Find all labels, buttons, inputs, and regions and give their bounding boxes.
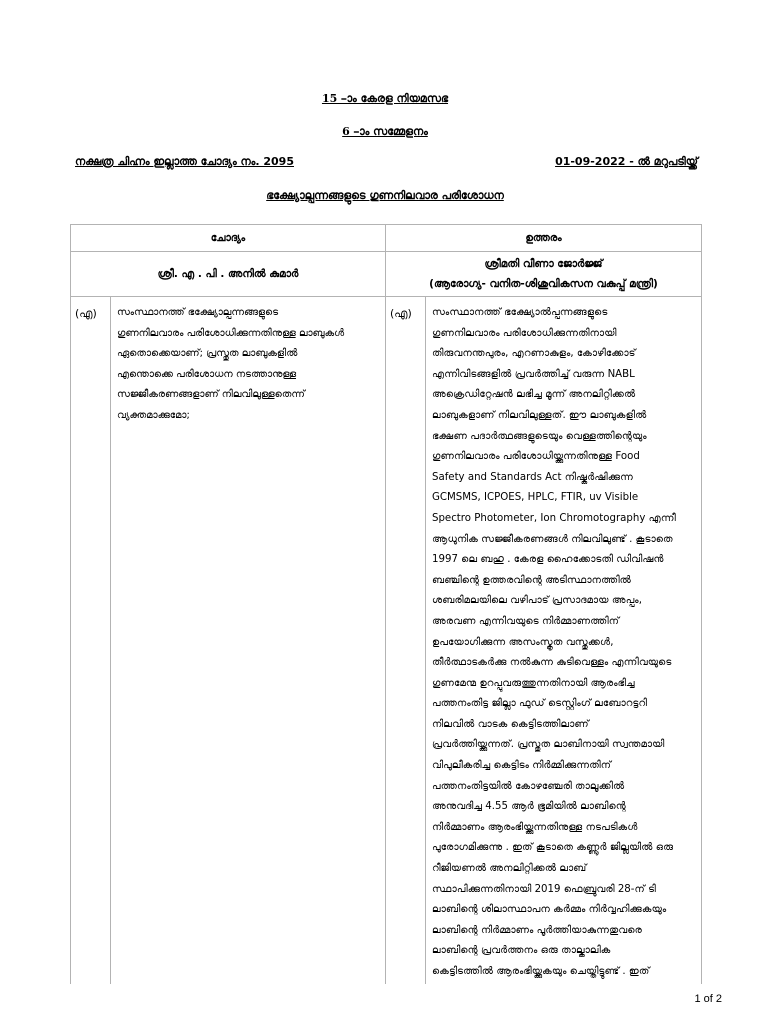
answer-line: നിർമ്മാണം ആരംഭിയ്ക്കുന്നതിനുള്ള നടപടികൾ: [432, 821, 638, 833]
question-line: എന്തൊക്കെ പരിശോധന നടത്താനുള്ള: [117, 368, 297, 380]
answer-text: [426, 297, 701, 983]
question-line: സജ്ജീകരണങ്ങളാണ് നിലവിലുള്ളതെന്ന്: [117, 389, 305, 401]
qa-row-a: [70, 296, 702, 984]
answer-line: ഗുണനിലവാരം പരിശോധിയ്ക്കുന്നതിനുള്ള Food: [432, 451, 640, 463]
question-marker: (എ): [75, 307, 97, 320]
qa-table: [70, 224, 702, 984]
question-text-cell: [110, 296, 385, 984]
answer-line: പത്തനംതിട്ടയിൽ കോഴഞ്ചേരി താലൂക്കിൽ: [432, 780, 625, 792]
page-number: 1 of 2: [694, 993, 722, 1005]
answer-text-cell: [425, 296, 702, 984]
answer-line: ഉപയോഗിക്കുന്ന അസംസ്കൃത വസ്തുക്കൾ,: [432, 636, 614, 648]
answer-line: ലാബിന്റെ നിർമ്മാണം പൂർത്തിയാകുന്നതുവരെ: [432, 924, 642, 936]
subject-heading: ഭക്ഷ്യോല്പന്നങ്ങളുടെ ഗുണനിലവാര പരിശോധന: [266, 189, 504, 202]
answer-line: അക്രെഡിറ്റേഷൻ ലഭിച്ച മൂന്ന് അനലിറ്റിക്കൽ: [432, 389, 636, 401]
answer-line: Safety and Standards Act നിഷ്കർഷിക്കുന്ന: [432, 471, 633, 483]
answer-line: ബഞ്ചിന്റെ ഉത്തരവിന്റെ അടിസ്ഥാനത്തിൽ: [432, 574, 632, 586]
answer-line: പ്രവർത്തിയ്ക്കുന്നത്. പ്രസ്തുത ലാബിനായി സ്വന്തമായി: [432, 739, 665, 751]
question-line: സംസ്ഥാനത്ത് ഭക്ഷ്യോല്പന്നങ്ങളുടെ: [117, 307, 279, 318]
question-line: വ്യക്തമാക്കുമോ;: [117, 409, 190, 421]
answer-line: അരവണ എന്നിവയുടെ നിർമ്മാണത്തിന്: [432, 615, 620, 627]
answer-line: തിരുവനന്തപുരം, എറണാകുളം, കോഴിക്കോട്: [432, 348, 636, 360]
question-line: ഗുണനിലവാരം പരിശോധിക്കുന്നതിനുള്ള ലാബുകൾ: [117, 327, 345, 339]
answer-line: ഗുണമേന്മ ഉറപ്പുവരുത്തുന്നതിനായി ആരംഭിച്ച: [432, 677, 635, 689]
answer-line: കെട്ടിടത്തിൽ ആരംഭിയ്ക്കുകയും ചെയ്തിട്ടുണ്ട് . ഇത്: [432, 966, 650, 977]
question-column-heading: ചോദ്യം: [70, 224, 385, 251]
answer-line: ഭക്ഷണ പദാർത്ഥങ്ങളുടെയും വെള്ളത്തിന്റെയും: [432, 430, 647, 442]
answer-line: എന്നിവിടങ്ങളിൽ പ്രവർത്തിച്ച് വരുന്ന NABL: [432, 368, 635, 380]
answer-line: പത്തനംതിട്ട ജില്ലാ ഫുഡ് ടെസ്റ്റിംഗ് ലബോറട്ടറി: [432, 698, 648, 710]
answer-line: ലാബിന്റെ പ്രവർത്തനം ഒരു താല്കാലിക: [432, 945, 611, 957]
assembly-heading: 15 –ാം കേരള നിയമസഭ: [321, 92, 449, 105]
question-line: ഏതൊക്കെയാണ്; പ്രസ്തുത ലാബുകളിൽ: [117, 348, 298, 360]
answer-line: ആധുനിക സജ്ജീകരണങ്ങൾ നിലവിലുണ്ട് . കൂടാതെ: [432, 533, 673, 545]
answer-line: പുരോഗമിക്കുന്നു . ഇത് കൂടാതെ കണ്ണൂർ ജില്ലയിൽ ഒരു: [432, 842, 674, 854]
answer-line: Spectro Photometer, Ion Chromotography എന്നീ: [432, 512, 676, 524]
answer-marker-cell: [385, 296, 425, 984]
answer-marker: (എ): [390, 307, 412, 320]
answer-line: 1997 ലെ ബഹു . കേരള ഹൈക്കോടതി ഡിവിഷൻ: [432, 554, 664, 566]
answer-date: 01-09-2022 - ൽ മറുപടിയ്ക്ക്: [555, 155, 698, 168]
answer-line: സ്ഥാപിക്കുന്നതിനായി 2019 ഫെബ്രുവരി 28-ന് ടി: [432, 883, 656, 895]
questioner-name: ശ്രീ. എ . പി . അനിൽ കുമാർ: [70, 251, 385, 296]
answer-line: ലാബുകളാണ് നിലവിലുള്ളത്. ഈ ലാബുകളിൽ: [432, 409, 647, 421]
minister-cell: [385, 251, 702, 296]
session-heading: 6 –ാം സമ്മേളനം: [342, 125, 428, 138]
answer-line: വിപുലീകരിച്ച കെട്ടിടം നിർമ്മിക്കുന്നതിന്: [432, 760, 612, 772]
answer-line: ഗുണനിലവാരം പരിശോധിക്കുന്നതിനായി: [432, 327, 617, 339]
table-header-row: [70, 224, 702, 251]
question-marker-cell: [70, 296, 110, 984]
answer-line: GCMSMS, ICPOES, HPLC, FTIR, uv Visible: [432, 492, 639, 504]
question-text: [111, 297, 385, 427]
answer-line: തീർത്ഥാടകർക്കു നൽകുന്ന കുടിവെള്ളം എന്നിവയുടെ: [432, 657, 672, 669]
question-reference: നക്ഷത്ര ചിഹ്നം ഇല്ലാത്ത ചോദ്യം നം. 2095: [75, 155, 294, 168]
answer-line: നിലവിൽ വാടക കെട്ടിടത്തിലാണ്: [432, 718, 589, 730]
answer-line: ലാബിന്റെ ശിലാസ്ഥാപന കർമ്മം നിർവ്വഹിക്കുകയും: [432, 904, 667, 916]
answer-line: റീജിയണൽ അനലിറ്റിക്കൽ ലാബ്: [432, 863, 587, 875]
minister-role: (ആരോഗ്യ- വനിത-ശിശുവികസന വകുപ്പ് മന്ത്രി): [429, 278, 658, 290]
names-row: [70, 251, 702, 296]
minister-name: ശ്രീമതി വീണാ ജോർജ്ജ്: [484, 258, 603, 270]
answer-column-heading: ഉത്തരം: [385, 224, 702, 251]
answer-line: അനുവദിച്ച 4.55 ആർ ഭൂമിയിൽ ലാബിന്റെ: [432, 801, 626, 813]
answer-line: ശബരിമലയിലെ വഴിപാട് പ്രസാദമായ അപ്പം,: [432, 595, 642, 607]
qa-table-frame: [70, 224, 702, 984]
answer-line: സംസ്ഥാനത്ത് ഭക്ഷ്യോൽപ്പന്നങ്ങളുടെ: [432, 307, 608, 318]
